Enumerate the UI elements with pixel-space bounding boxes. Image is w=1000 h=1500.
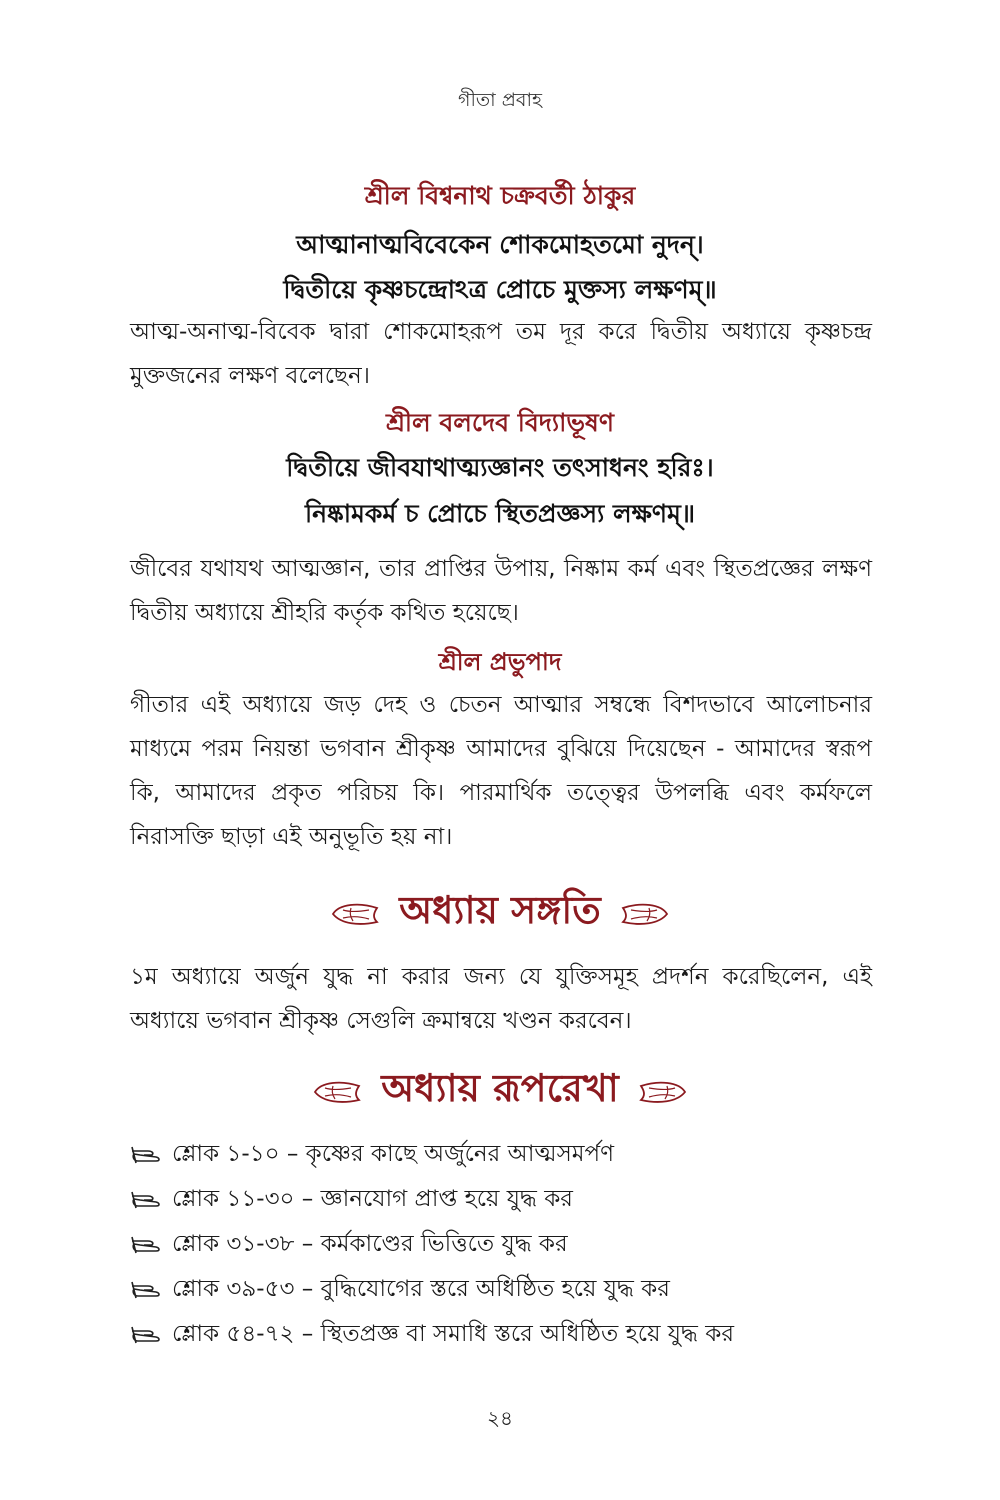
verse-line-1-1: আত্মানাত্মবিবেকেন শোকমোহতমো নুদন্। xyxy=(296,230,704,259)
pointing-hand-icon xyxy=(130,1323,164,1345)
outline-item xyxy=(130,1179,890,1219)
outline-item-text: শ্লোক ৩৯-৫৩ – বুদ্ধিযোগের স্তরে অধিষ্ঠিত হয়ে যুদ্ধ কর xyxy=(172,1275,670,1302)
sangati-title-text: অধ্যায় সঙ্গতি xyxy=(399,888,601,932)
outline-item xyxy=(130,1314,890,1354)
outline-section-title xyxy=(0,1066,1000,1116)
outline-item xyxy=(130,1224,890,1264)
verse-line-1-2: দ্বিতীয়ে কৃষ্ণচন্দ্রোঽত্র প্রোচে মুক্তস্য লক্ষণম্॥ xyxy=(283,275,717,304)
outline-item-text: শ্লোক ৫৪-৭২ – স্থিতপ্রজ্ঞ বা সমাধি স্তরে অধিষ্ঠিত হয়ে যুদ্ধ কর xyxy=(172,1320,734,1347)
conch-shell-icon xyxy=(311,1078,363,1104)
outline-item xyxy=(130,1134,890,1174)
conch-shell-icon xyxy=(619,900,671,926)
commentary-author-1: শ্রীল বিশ্বনাথ চক্রবর্তী ঠাকুর xyxy=(364,181,636,210)
conch-shell-icon xyxy=(637,1078,689,1104)
sangati-text: ১ম অধ্যায়ে অর্জুন যুদ্ধ না করার জন্য যে যুক্তিসমূহ প্রদর্শন করেছিলেন, এই অধ্যায়ে ভগবান শ্রীকৃষ্ণ সেগুলি ক্রমান্বয়ে খণ্ডন করবেন। xyxy=(130,964,872,1034)
outline-title-text: অধ্যায় রূপরেখা xyxy=(381,1066,619,1110)
outline-item-text: শ্লোক ১১-৩০ – জ্ঞানযোগ প্রাপ্ত হয়ে যুদ্ধ কর xyxy=(172,1185,573,1212)
commentary-author-2: শ্রীল বলদেব বিদ্যাভূষণ xyxy=(386,408,614,437)
commentary-author-3: শ্রীল প্রভুপাদ xyxy=(438,648,562,676)
commentary-explanation-2: জীবের যথাযথ আত্মজ্ঞান, তার প্রাপ্তির উপায়, নিষ্কাম কর্ম এবং স্থিতপ্রজ্ঞের লক্ষণ দ্বিতীয় অধ্যায়ে শ্রীহরি কর্তৃক কথিত হয়েছে। xyxy=(130,556,872,626)
pointing-hand-icon xyxy=(130,1233,164,1255)
outline-item-text: শ্লোক ১-১০ – কৃষ্ণের কাছে অর্জুনের আত্মসমর্পণ xyxy=(172,1140,615,1167)
running-header: গীতা প্রবাহ xyxy=(458,89,542,111)
commentary-explanation-1: আত্ম-অনাত্ম-বিবেক দ্বারা শোকমোহরূপ তম দূর করে দ্বিতীয় অধ্যায়ে কৃষ্ণচন্দ্র মুক্তজনের লক্ষণ বলেছেন। xyxy=(130,319,872,389)
verse-line-2-1: দ্বিতীয়ে জীবযাথাত্ম্যজ্ঞানং তৎসাধনং হরিঃ। xyxy=(286,453,714,482)
pointing-hand-icon xyxy=(130,1188,164,1210)
pointing-hand-icon xyxy=(130,1278,164,1300)
outline-item xyxy=(130,1269,890,1309)
page-number: ২৪ xyxy=(487,1406,513,1430)
commentary-explanation-3: গীতার এই অধ্যায়ে জড় দেহ ও চেতন আত্মার সম্বন্ধে বিশদভাবে আলোচনার মাধ্যমে পরম নিয়ন্তা ভগবান শ্রীকৃষ্ণ আমাদের বুঝিয়ে দিয়েছেন - আমাদের স্বরূপ কি, আমাদের প্রকৃত পরিচয় কি। পারমার্থিক তত্ত্বের উপলব্ধি এবং কর্মফলে নিরাসক্তি ছাড়া এই অনুভূতি হয় না। xyxy=(130,692,872,850)
outline-item-text: শ্লোক ৩১-৩৮ – কর্মকাণ্ডের ভিত্তিতে যুদ্ধ কর xyxy=(172,1230,568,1257)
pointing-hand-icon xyxy=(130,1143,164,1165)
verse-line-2-2: নিষ্কামকর্ম চ প্রোচে স্থিতপ্রজ্ঞস্য লক্ষণম্॥ xyxy=(304,499,696,528)
conch-shell-icon xyxy=(329,900,381,926)
sangati-section-title xyxy=(0,888,1000,938)
